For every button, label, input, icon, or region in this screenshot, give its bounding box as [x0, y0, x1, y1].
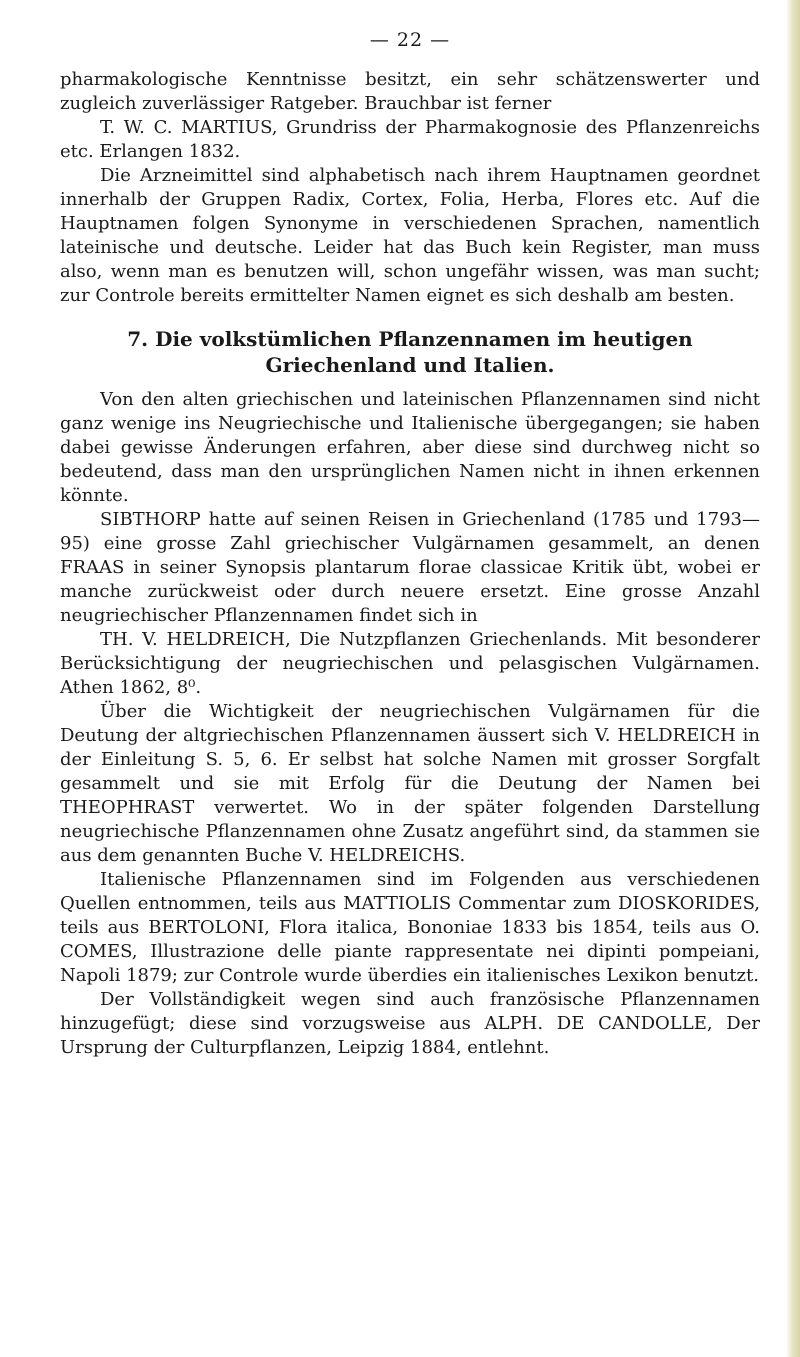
- paragraph-wichtigkeit: Über die Wichtigkeit der neugriechischen Vulgärnamen für die Deutung der altgriechischen Pflanzennamen äussert sich V. HELDREICH in der Einleitung S. 5, 6. Er selbst hat solche Namen mit grosser Sorgfalt gesammelt und sie mit Erfolg für die Deutung der Namen bei THEOPHRAST verwertet. Wo in der später folgenden Darstellung neugriechische Pflanzennamen ohne Zusatz angeführt sind, da stammen sie aus dem genannten Buche V. HELDREICHS.: [60, 701, 760, 866]
- paragraph-italienische-namen: Italienische Pflanzennamen sind im Folgenden aus verschiedenen Quellen entnommen, teils aus MATTIOLIS Commentar zum DIOSKORIDES, teils aus BERTOLONI, Flora italica, Bononiae 1833 bis 1854, teils aus O. COMES, Illustrazione delle piante rappresentate nei dipinti pompeiani, Napoli 1879; zur Controle wurde überdies ein italienisches Lexikon benutzt.: [60, 869, 760, 986]
- paragraph-sibthorp: SIBTHORP hatte auf seinen Reisen in Griechenland (1785 und 1793—95) eine grosse Zahl griechischer Vulgärnamen gesammelt, an denen FRAAS in seiner Synopsis plantarum florae classicae Kritik übt, wobei er manche zurückweist oder durch neuere ersetzt. Eine grosse Anzahl neugriechischer Pflanzennamen findet sich in: [60, 509, 760, 626]
- section-heading: 7. Die volkstümlichen Pflanzennamen im heutigen Griechenland und Italien.: [127, 327, 693, 377]
- paragraph-franzoesische-namen: Der Vollständigkeit wegen sind auch französische Pflanzennamen hinzugefügt; diese sind vorzugsweise aus ALPH. DE CANDOLLE, Der Ursprung der Culturpflanzen, Leipzig 1884, entlehnt.: [60, 989, 760, 1058]
- paragraph-citation-heldreich: TH. V. HELDREICH, Die Nutzpflanzen Griechenlands. Mit besonderer Berücksichtigung der neugriechischen und pelasgischen Vulgärnamen. Athen 1862, 8⁰.: [60, 629, 760, 698]
- paragraph-alte-namen: Von den alten griechischen und lateinischen Pflanzennamen sind nicht ganz wenige ins Neugriechische und Italienische übergegangen; sie haben dabei gewisse Änderungen erfahren, aber diese sind durchweg nicht so bedeutend, dass man den ursprünglichen Namen nicht in ihnen erkennen könnte.: [60, 389, 760, 506]
- paragraph-continuation: pharmakologische Kenntnisse besitzt, ein sehr schätzenswerter und zugleich zuverlässiger Ratgeber. Brauchbar ist ferner: [60, 69, 760, 114]
- page-number: — 22 —: [369, 29, 451, 51]
- page-edge-shadow: [786, 0, 800, 1357]
- paragraph-citation-martius: T. W. C. MARTIUS, Grundriss der Pharmakognosie des Pflanzenreichs etc. Erlangen 1832.: [60, 117, 760, 162]
- document-page: [60, 28, 760, 1060]
- paragraph-arzneimittel: Die Arzneimittel sind alphabetisch nach ihrem Hauptnamen geordnet innerhalb der Gruppen Radix, Cortex, Folia, Herba, Flores etc. Auf die Hauptnamen folgen Synonyme in verschiedenen Sprachen, namentlich lateinische und deutsche. Leider hat das Buch kein Register, man muss also, wenn man es benutzen will, schon ungefähr wissen, was man sucht; zur Controle bereits ermittelter Namen eignet es sich deshalb am besten.: [60, 165, 760, 306]
